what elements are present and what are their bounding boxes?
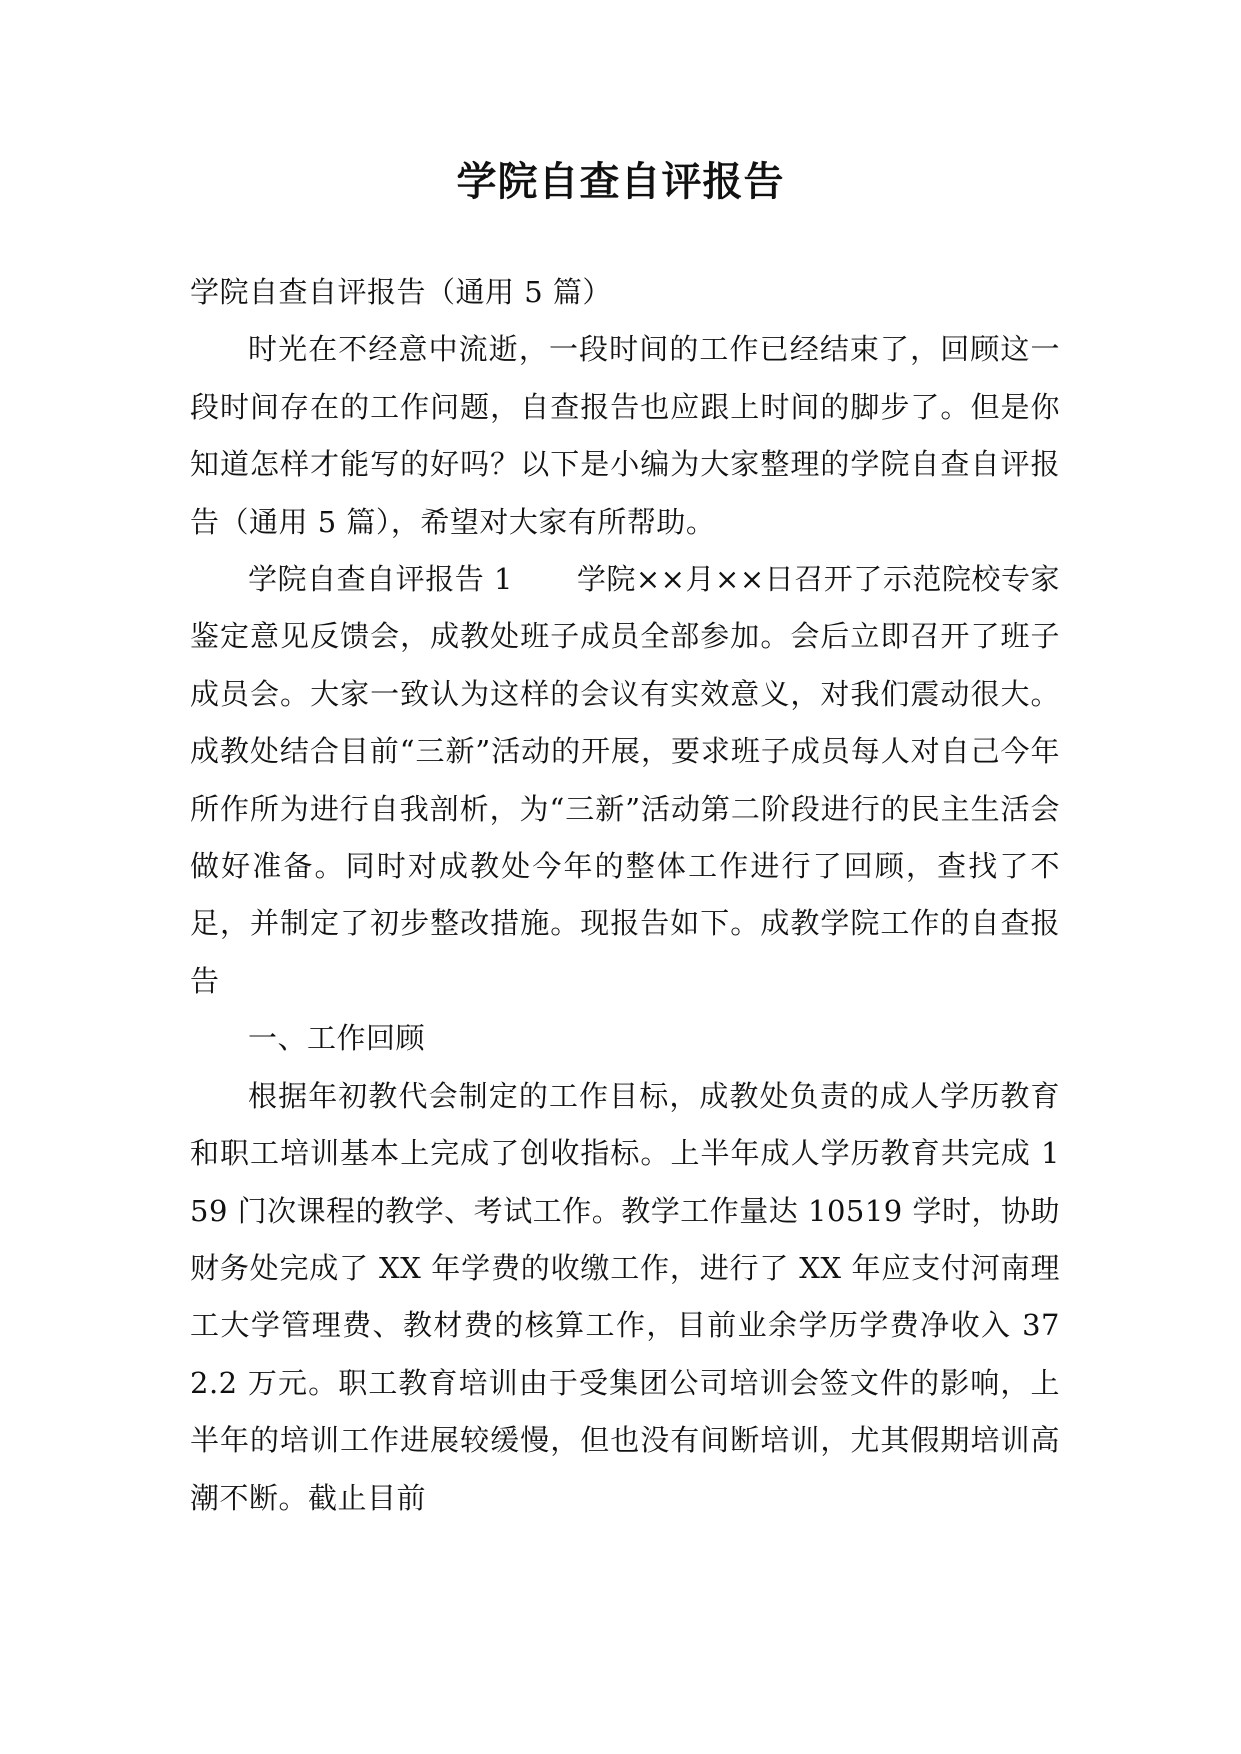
document-subtitle: 学院自查自评报告（通用 5 篇） (190, 275, 612, 309)
section-1-paragraph (190, 551, 1060, 1010)
document-body (190, 264, 1060, 1527)
section-1-text: 学院××月××日召开了示范院校专家鉴定意见反馈会，成教处班子成员全部参加。会后立即召开了班子成员会。大家一致认为这样的会议有实效意义，对我们震动很大。成教处结合目前“三新”活动的开展，要求班子成员每人对自己今年所作所为进行自我剖析，为“三新”活动第二阶段进行的民主生活会做好准备。同时对成教处今年的整体工作进行了回顾，查找了不足，并制定了初步整改措施。现报告如下。成教学院工作的自查报告 (190, 562, 1060, 998)
section-1-heading: 学院自查自评报告 1 (248, 562, 513, 597)
document-title: 学院自查自评报告 (456, 159, 785, 205)
intro-paragraph: 时光在不经意中流逝，一段时间的工作已经结束了，回顾这一段时间存在的工作问题，自查报告也应跟上时间的脚步了。但是你知道怎样才能写的好吗？以下是小编为大家整理的学院自查自评报告（通用 5 篇），希望对大家有所帮助。 (190, 332, 1060, 539)
part-1-paragraph: 根据年初教代会制定的工作目标，成教处负责的成人学历教育和职工培训基本上完成了创收指标。上半年成人学历教育共完成 159 门次课程的教学、考试工作。教学工作量达 10519 学时，协助财务处完成了 XX 年学费的收缴工作，进行了 XX 年应支付河南理工大学管理费、教材费的核算工作，目前业余学历学费净收入 372.2 万元。职工教育培训由于受集团公司培训会签文件的影响，上半年的培训工作进展较缓慢，但也没有间断培训，尤其假期培训高潮不断。截止目前 (190, 1078, 1060, 1515)
part-1-heading: 一、工作回顾 (248, 1021, 426, 1056)
